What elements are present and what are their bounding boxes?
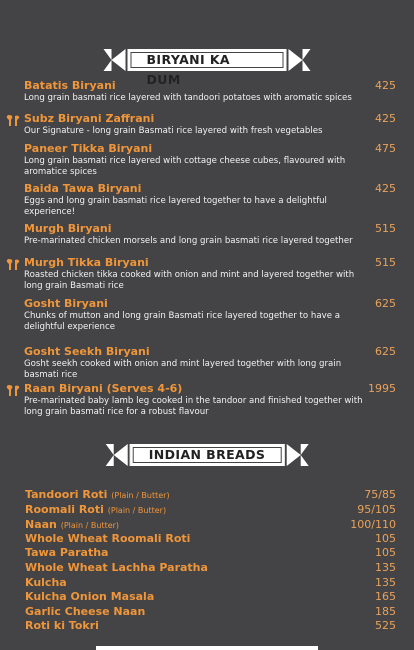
item-name: Gosht Biryani <box>24 297 108 310</box>
bread-name-text: Tawa Paratha <box>25 546 109 559</box>
bread-price: 105 <box>375 532 396 545</box>
item-name: Gosht Seekh Biryani <box>24 345 150 358</box>
item-price: 425 <box>375 79 396 92</box>
bread-name <box>25 561 208 575</box>
bread-item <box>0 590 414 604</box>
bread-price: 185 <box>375 605 396 618</box>
bread-price: 95/105 <box>357 503 396 516</box>
bread-item <box>0 488 414 502</box>
bread-name-text: Garlic Cheese Naan <box>25 605 146 618</box>
bread-name-text: Roti ki Tokri <box>25 619 99 632</box>
item-description: Our Signature - long grain Basmati rice layered with fresh vegetables <box>24 126 323 136</box>
bread-item <box>0 503 414 517</box>
item-name: Raan Biryani (Serves 4-6) <box>24 382 183 395</box>
bread-name <box>25 546 108 560</box>
bread-price: 135 <box>375 576 396 589</box>
item-name: Paneer Tikka Biryani <box>24 142 153 155</box>
item-price: 425 <box>375 182 396 195</box>
item-price: 625 <box>375 345 396 358</box>
bread-price: 165 <box>375 590 396 603</box>
bread-item <box>0 532 414 546</box>
bread-price: 105 <box>375 546 396 559</box>
chef-hat-icon <box>6 112 22 125</box>
item-price: 625 <box>375 297 396 310</box>
bread-variant: (Plain / Butter) <box>107 506 167 515</box>
bread-item <box>0 576 414 590</box>
item-description: Roasted chicken tikka cooked with onion and mint and layered together with long grain Basmati rice <box>24 270 355 291</box>
bread-name-text: Whole Wheat Lachha Paratha <box>25 561 208 574</box>
item-description: Pre-marinated chicken morsels and long grain basmati rice layered together <box>24 236 353 246</box>
bread-price: 75/85 <box>364 488 396 501</box>
bread-name <box>25 532 190 546</box>
item-description: Pre-marinated baby lamb leg cooked in the tandoor and finished together with long grain basmati rice for a robust flavour <box>24 396 363 417</box>
section-heading-breads <box>106 444 309 466</box>
bread-name-text: Kulcha <box>25 576 67 589</box>
bread-name <box>25 503 166 518</box>
section-title: BIRYANI KA DUM <box>128 49 287 71</box>
chef-hat-icon <box>6 256 22 269</box>
bread-name-text: Kulcha Onion Masala <box>25 590 155 603</box>
bread-name <box>25 576 67 590</box>
bread-name-text: Naan <box>25 518 57 531</box>
item-price: 425 <box>375 112 396 125</box>
item-description: Long grain basmati rice layered with cottage cheese cubes, flavoured with aromatice spices <box>24 156 346 177</box>
bread-name <box>25 590 154 604</box>
bread-item <box>0 619 414 633</box>
bread-name <box>25 488 170 503</box>
bread-name <box>25 619 99 633</box>
next-section-divider <box>96 646 318 650</box>
item-price: 515 <box>375 256 396 269</box>
bread-name <box>25 605 145 619</box>
bread-variant: (Plain / Butter) <box>60 521 120 530</box>
bread-price: 135 <box>375 561 396 574</box>
bread-item <box>0 518 414 532</box>
item-description: Long grain basmati rice layered with tandoori potatoes with aromatic spices <box>24 93 352 103</box>
bread-item <box>0 546 414 560</box>
chef-hat-icon <box>6 382 22 395</box>
bread-variant: (Plain / Butter) <box>111 491 170 500</box>
section-heading-biryani <box>104 49 311 87</box>
item-name: Baida Tawa Biryani <box>24 182 142 195</box>
bread-price: 100/110 <box>350 518 396 531</box>
bread-item <box>0 561 414 575</box>
item-price: 515 <box>375 222 396 235</box>
item-description: Eggs and long grain basmati rice layered together to have a delightful experience! <box>24 196 327 217</box>
item-description: Chunks of mutton and long grain Basmati rice layered together to have a delightful experience <box>24 311 340 332</box>
item-price: 475 <box>375 142 396 155</box>
section-title: INDIAN BREADS <box>130 444 285 466</box>
bread-item <box>0 605 414 619</box>
item-name: Murgh Biryani <box>24 222 112 235</box>
item-name: Batatis Biryani <box>24 79 116 92</box>
bread-name-text: Whole Wheat Roomali Roti <box>25 532 191 545</box>
item-description: Gosht seekh cooked with onion and mint layered together with long grain basmati rice <box>24 359 342 380</box>
bread-name <box>25 518 119 533</box>
bread-price: 525 <box>375 619 396 632</box>
bread-name-text: Roomali Roti <box>25 503 104 516</box>
item-price: 1995 <box>368 382 396 395</box>
item-name: Murgh Tikka Biryani <box>24 256 149 269</box>
bread-name-text: Tandoori Roti <box>25 488 108 501</box>
item-name: Subz Biryani Zaffrani <box>24 112 155 125</box>
